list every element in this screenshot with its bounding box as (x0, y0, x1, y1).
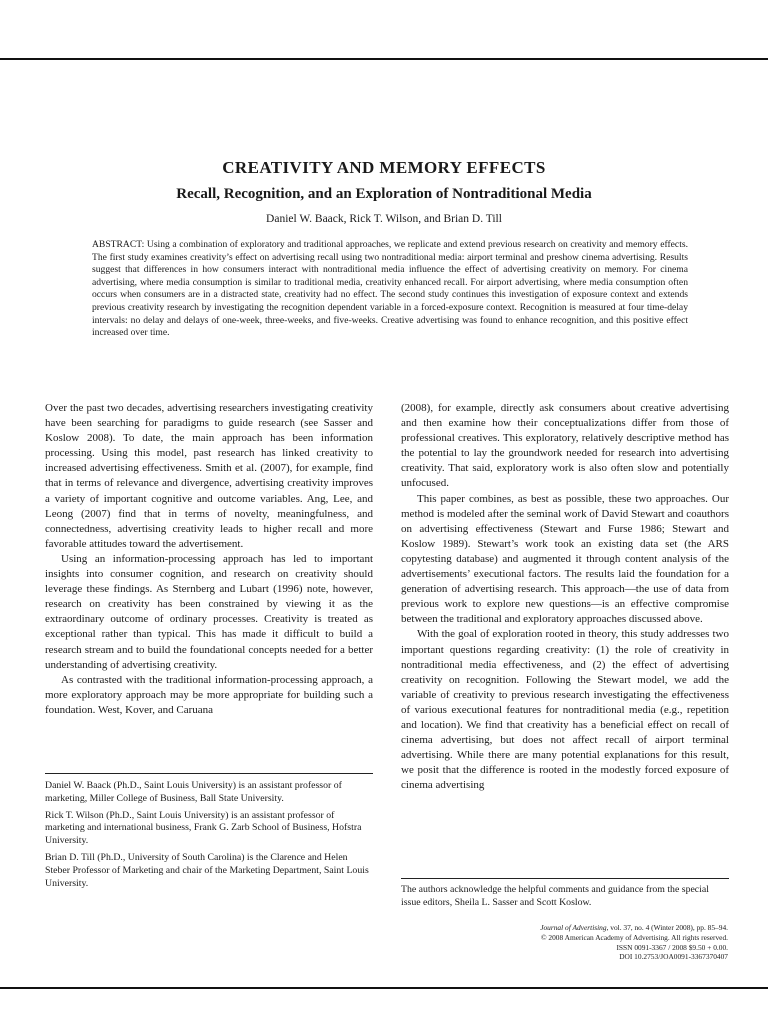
journal-volume-pages: , vol. 37, no. 4 (Winter 2008), pp. 85–94. (606, 923, 728, 932)
acknowledgment-divider (401, 878, 729, 879)
body-column-left (45, 401, 373, 718)
acknowledgment-note: The authors acknowledge the helpful comments and guidance from the special issue editors, Sheila L. Sasser and Scott Koslow. (401, 884, 709, 908)
journal-citation-block (420, 923, 728, 962)
article-title: CREATIVITY AND MEMORY EFFECTS (222, 158, 546, 177)
journal-name: Journal of Advertising (540, 923, 607, 932)
body-paragraph: This paper combines, as best as possible, these two approaches. Our method is modeled after the seminal work of David Stewart and coauthors on advertising effectiveness (Stewart and Furse 1986; Stewart and Koslow 1989). Stewart’s work took an existing data set (the ARS copytesting database) and augmented it through content analysis of the advertisements’ executional factors. The results laid the foundation for a generation of advertising research. This approach—the use of data from previous work to explore new questions—is an effective compromise between the traditional and exploratory approaches discussed above. (401, 492, 729, 626)
body-paragraph: Over the past two decades, advertising researchers investigating creativity have been searching for paradigms to guide research (see Sasser and Koslow 2008). To date, the main approach has been information processing. Using this model, past research has linked creativity to increased advertising effectiveness. Smith et al. (2007), for example, find that in terms of relevance and divergence, advertising creativity improves a variety of important cognitive and outcome variables. Ang, Lee, and Leong (2007) find that in terms of novelty, meaningfulness, and connectedness, advertising creativity leads to higher recall and more favorable attitudes toward the advertisement. (45, 402, 373, 550)
body-paragraph: With the goal of exploration rooted in theory, this study addresses two important questions regarding creativity: (1) the role of creativity in nontraditional media effectiveness, and (2) the effect of advertising creativity on recognition. Following the Stewart model, we add the variable of creativity to previous research investigating the effectiveness of various executional features for nontraditional media (e.g., repetition and location). We find that creativity has a beneficial effect on recall of cinema advertising, but does not affect recall of airport terminal advertising. While there are many potential explanations for this result, we posit that the difference is rooted in the modestly forced exposure of cinema advertising (401, 628, 729, 792)
affiliation-note: Rick T. Wilson (Ph.D., Saint Louis University) is an assistant professor of marketing and international business, Frank G. Zarb School of Business, Hofstra University. (45, 809, 362, 847)
affiliation-note: Brian D. Till (Ph.D., University of South Carolina) is the Clarence and Helen Steber Professor of Marketing and chair of the Marketing Department, Saint Louis University. (45, 851, 369, 889)
affiliation-note: Daniel W. Baack (Ph.D., Saint Louis University) is an assistant professor of marketing, Miller College of Business, Ball State University. (45, 780, 342, 804)
copyright-line: © 2008 American Academy of Advertising. All rights reserved. (540, 932, 728, 942)
body-paragraph: Using an information-processing approach has led to important insights into consumer cognition, and research on creativity should leverage these findings. As Sternberg and Lubart (1996) note, however, research on creativity has been constrained by viewing it as the extraordinary outcome of ordinary processes. Creativity is treated as exceptional rather than typical. This has made it difficult to build a research stream and to build the foundational concepts needed for a better understanding of advertising creativity. (45, 552, 373, 671)
body-paragraph: As contrasted with the traditional information-processing approach, a more exploratory approach may be more appropriate for building such a foundation. West, Kover, and Caruana (45, 673, 373, 716)
author-affiliations (45, 780, 373, 894)
issn-line: ISSN 0091-3367 / 2008 $9.50 + 0.00. (616, 942, 728, 952)
citation-line (420, 923, 728, 933)
author-byline: Daniel W. Baack, Rick T. Wilson, and Brian D. Till (266, 213, 502, 225)
footnote-divider (45, 773, 373, 774)
body-paragraph: (2008), for example, directly ask consumers about creative advertising and then examine how their conceptualizations differ from those of professional creatives. This exploratory, relatively descriptive method has the potential to lay the groundwork needed for research into advertising creativity. That said, exploratory work is also often slow and potentially unfocused. (401, 402, 729, 490)
abstract: ABSTRACT: Using a combination of exploratory and traditional approaches, we replicate and extend previous research on creativity and memory effects. The first study examines creativity’s effect on advertising recall using two nontraditional media: airport terminal and preshow cinema advertising. Results suggest that differences in how consumers interact with nontraditional media influence the effect of advertising creativity on memory. For cinema advertising, where media consumption is similar to traditional media, creativity enhanced recall. For airport advertising, where media consumption often occurs when consumers are in a distracted state, creativity had no effect. The second study continues this investigation of exposure context and extends previous creativity research by investigating the recognition dependent variable in a forced-exposure context. Recognition is measured at four time-delay intervals: no delay and delays of one-week, three-weeks, and five-weeks. Creative advertising was found to enhance recognition, and this positive effect increased over time. (92, 239, 688, 339)
body-column-right (401, 401, 729, 793)
article-subtitle: Recall, Recognition, and an Exploration of Nontraditional Media (176, 186, 592, 202)
doi-line: DOI 10.2753/JOA0091-3367370407 (619, 952, 728, 962)
